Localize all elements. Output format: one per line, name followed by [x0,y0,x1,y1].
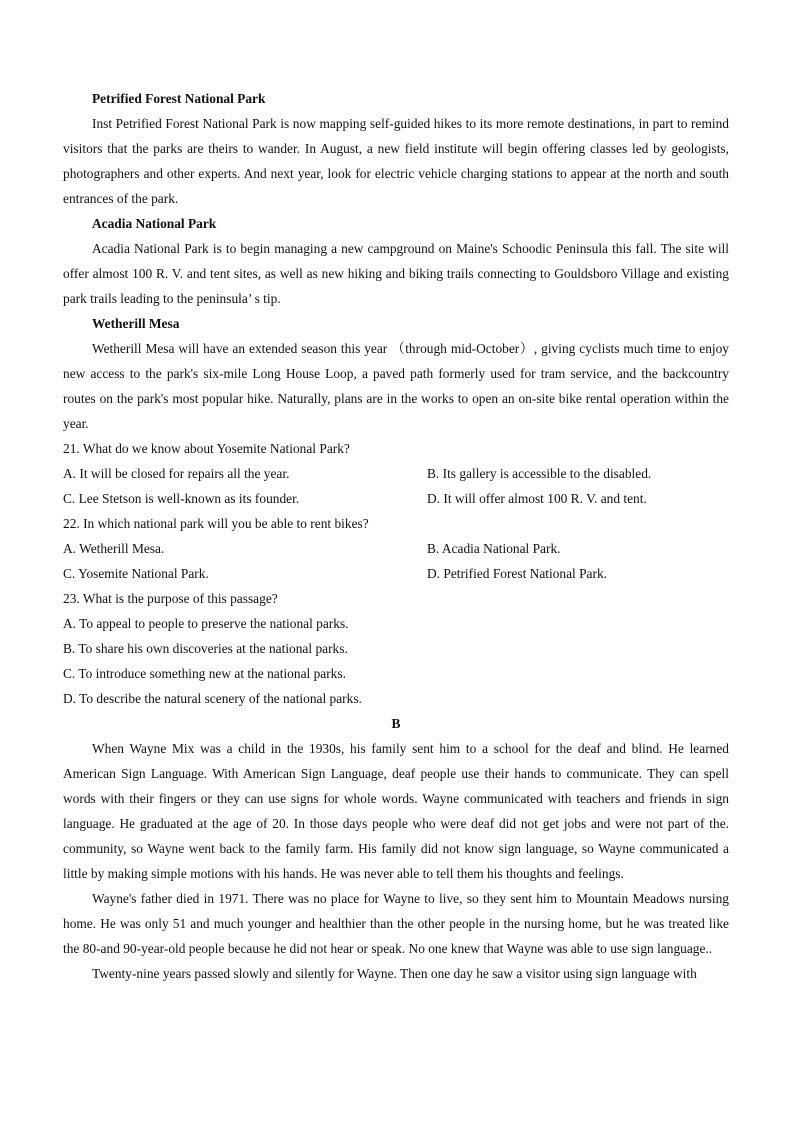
option-c: C. To introduce something new at the national parks. [63,666,346,681]
question-22 [63,511,729,586]
question-stem: 22. In which national park will you be able to rent bikes? [63,516,369,531]
question-stem: 21. What do we know about Yosemite National Park? [63,441,350,456]
option-c: C. Yosemite National Park. [63,566,209,581]
option-d: D. Petrified Forest National Park. [427,566,607,581]
option-b: B. Acadia National Park. [427,541,561,556]
option-a: A. To appeal to people to preserve the national parks. [63,616,349,631]
section-heading-petrified: Petrified Forest National Park [92,91,266,106]
section-text-petrified: Inst Petrified Forest National Park is now mapping self-guided hikes to its more remote destinations, in part to remind visitors that the parks are theirs to wander. In August, a new field institute will begin offering classes led by geologists, photographers and other experts. And next year, look for electric vehicle charging stations to appear at the north and south entrances of the park. [63,116,729,206]
section-text-acadia: Acadia National Park is to begin managing a new campground on Maine's Schoodic Peninsula this fall. The site will offer almost 100 R. V. and tent sites, as well as new hiking and biking trails connecting to Gouldsboro Village and existing park trails leading to the peninsula’ s tip. [63,241,729,306]
option-b: B. Its gallery is accessible to the disabled. [427,466,652,481]
option-d: D. To describe the natural scenery of the national parks. [63,691,362,706]
option-a: A. It will be closed for repairs all the year. [63,466,290,481]
option-d: D. It will offer almost 100 R. V. and tent. [427,491,647,506]
section-text-wetherill: Wetherill Mesa will have an extended season this year （through mid-October）, giving cyclists much time to enjoy new access to the park's six-mile Long House Loop, a paved path formerly used for tram service, and the backcountry routes on the park's most popular hike. Naturally, plans are in the works to open an on-site bike rental operation within the year. [63,341,729,431]
section-heading-acadia: Acadia National Park [92,216,217,231]
part-b-paragraph: When Wayne Mix was a child in the 1930s, his family sent him to a school for the deaf and blind. He learned American Sign Language. With American Sign Language, deaf people use their hands to communicate. They can spell words with their fingers or they can use signs for whole words. Wayne communicated with teachers and friends in sign language. He graduated at the age of 20. In those days people who were deaf did not get jobs and were not part of the. community, so Wayne went back to the family farm. His family did not know sign language, so Wayne communicated a little by making simple motions with his hands. He was never able to tell them his thoughts and feelings. [63,741,729,881]
option-c: C. Lee Stetson is well-known as its founder. [63,491,300,506]
question-21 [63,436,729,511]
part-b-label: B [391,716,401,731]
question-23 [63,586,729,711]
part-b-paragraph: Wayne's father died in 1971. There was no place for Wayne to live, so they sent him to Mountain Meadows nursing home. He was only 51 and much younger and healthier than the other people in the nursing home, but he was treated like the 80-and 90-year-old people because he did not hear or speak. No one knew that Wayne was able to use sign language.. [63,891,729,956]
option-a: A. Wetherill Mesa. [63,541,165,556]
option-b: B. To share his own discoveries at the national parks. [63,641,348,656]
question-stem: 23. What is the purpose of this passage? [63,591,278,606]
document-page [63,86,729,986]
part-b-paragraph: Twenty-nine years passed slowly and silently for Wayne. Then one day he saw a visitor using sign language with [92,966,697,981]
section-heading-wetherill: Wetherill Mesa [92,316,180,331]
